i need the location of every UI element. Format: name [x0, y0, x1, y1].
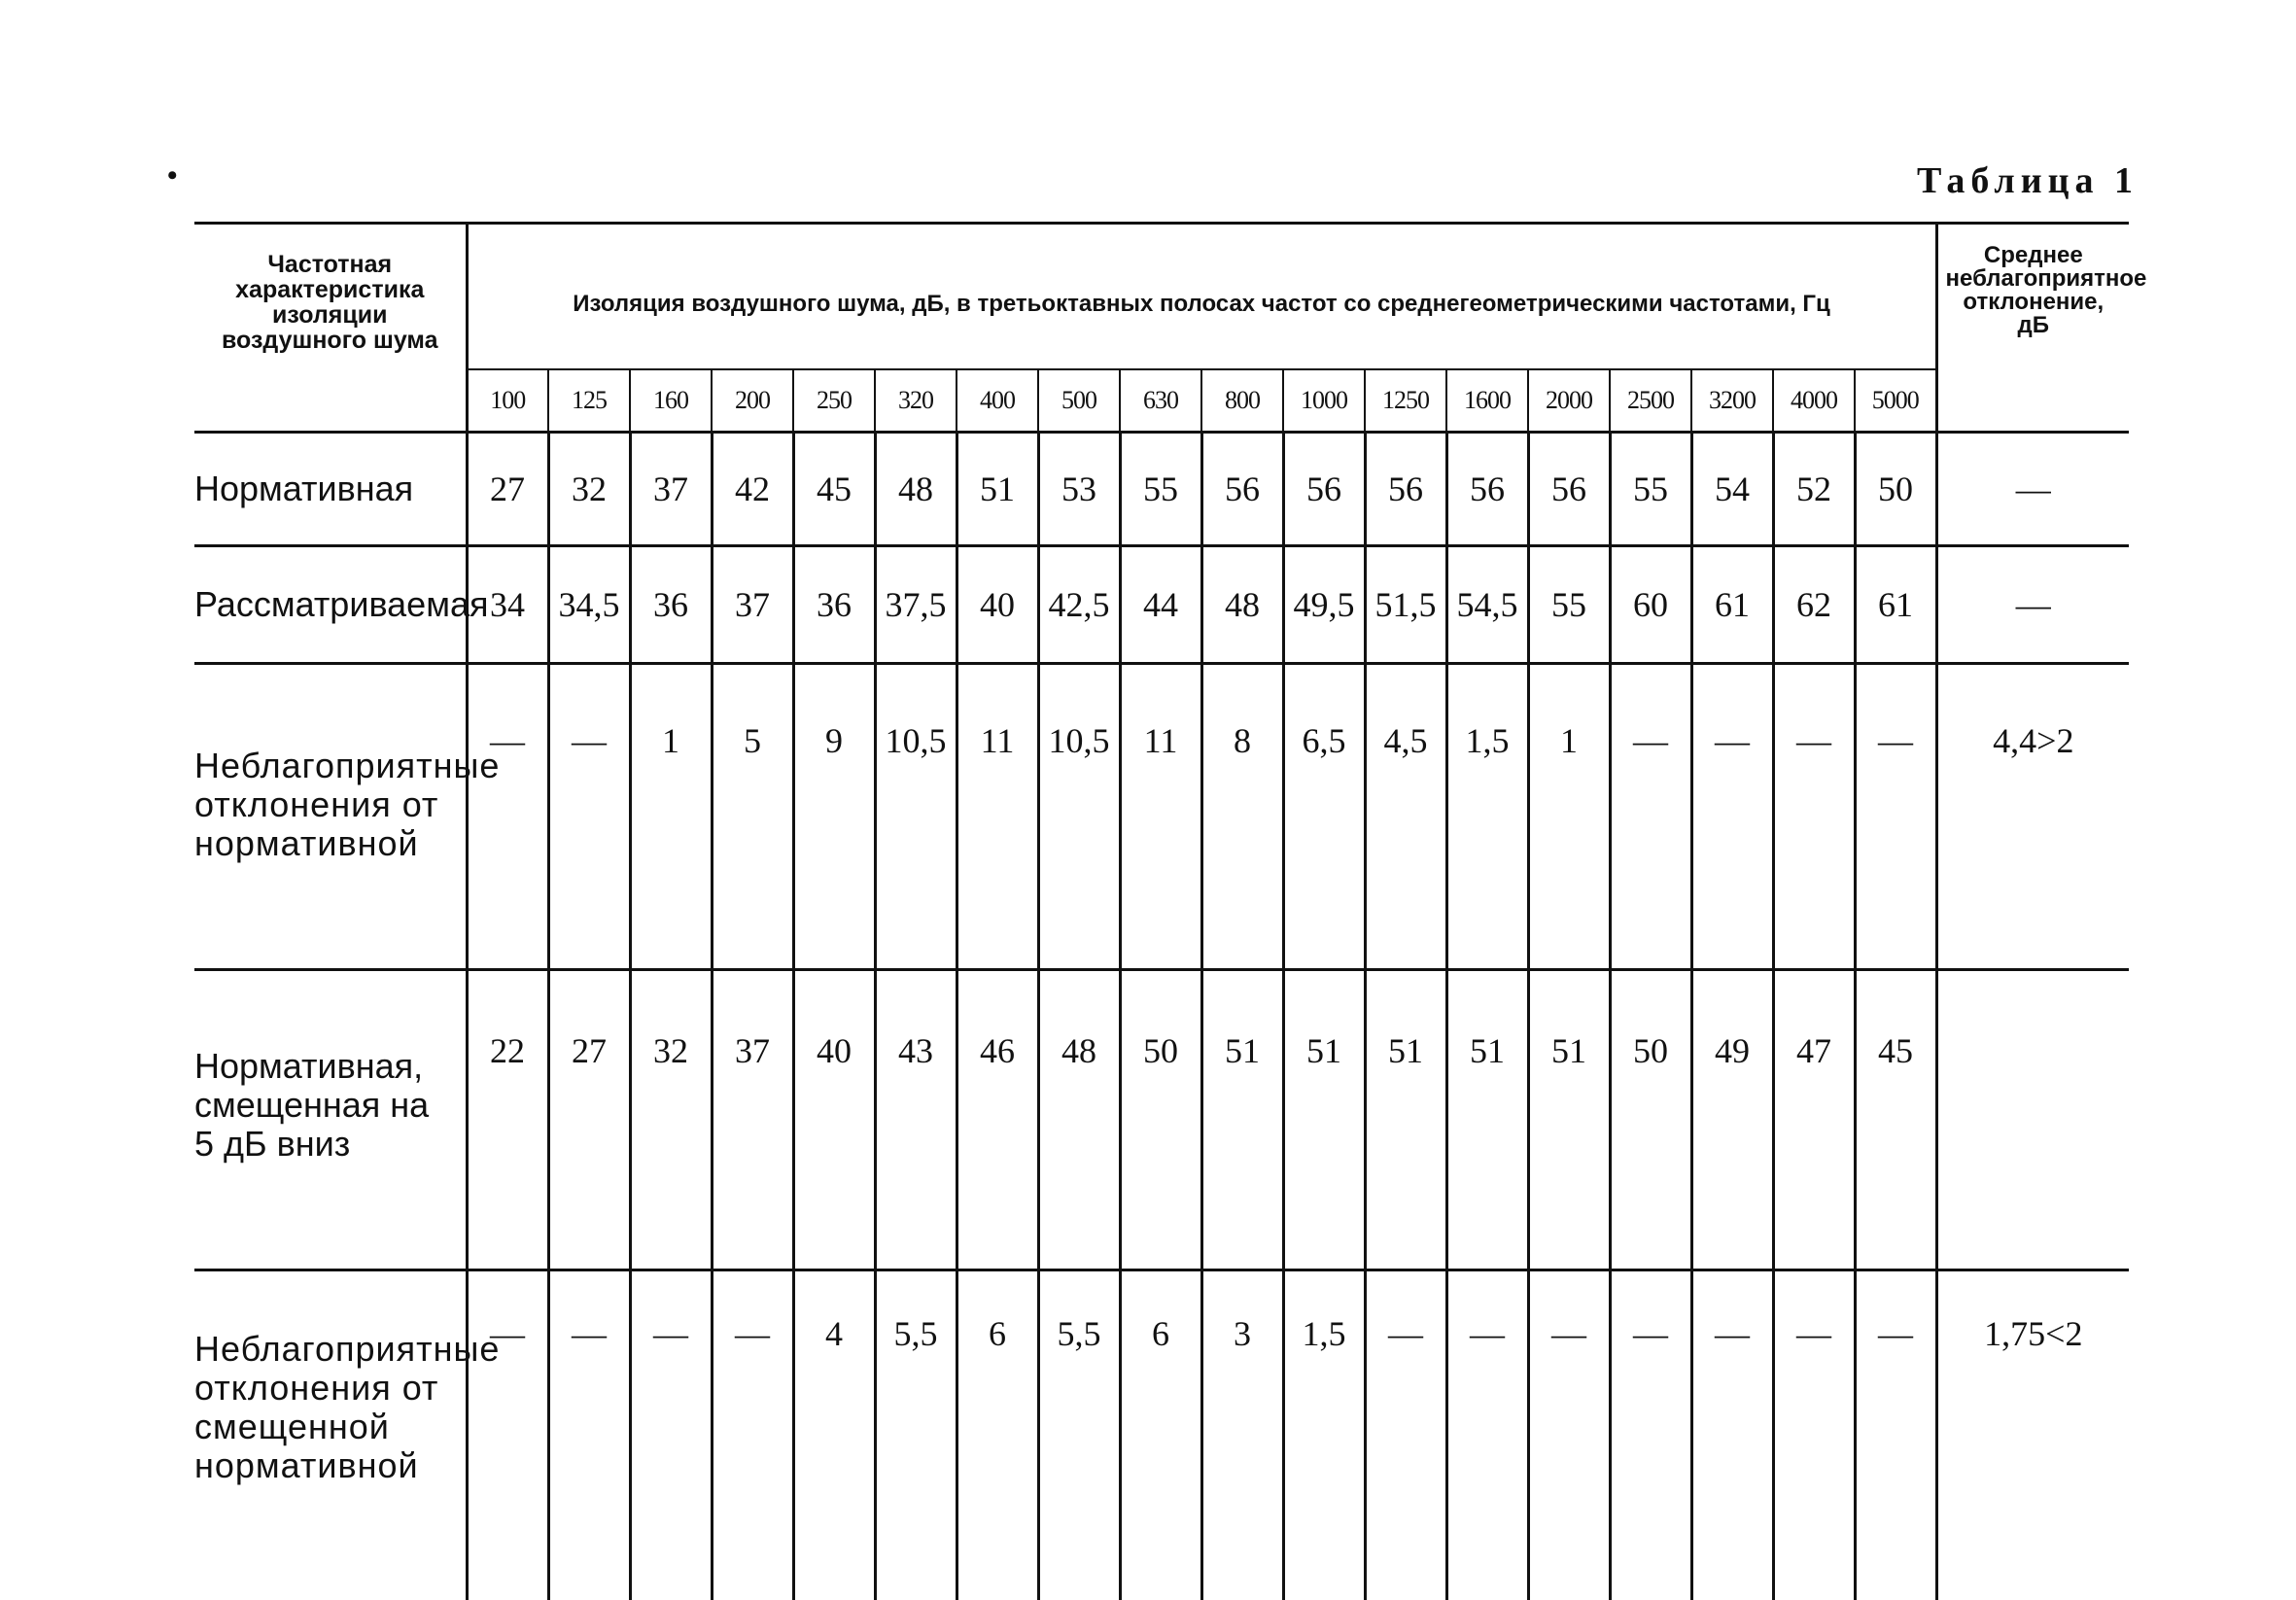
value-cell: 5,5 [1038, 1270, 1120, 1600]
value-cell: 9 [793, 664, 875, 970]
average-deviation-cell: — [1936, 546, 2129, 664]
row-label: Рассматриваемая [194, 546, 467, 664]
value-cell: 32 [630, 970, 712, 1270]
value-cell: 42,5 [1038, 546, 1120, 664]
value-cell: 51 [1446, 970, 1528, 1270]
value-cell: — [1528, 1270, 1610, 1600]
value-cell: 46 [957, 970, 1038, 1270]
value-cell: 61 [1691, 546, 1773, 664]
value-cell: 10,5 [1038, 664, 1120, 970]
value-cell: — [467, 1270, 548, 1600]
value-cell: 36 [793, 546, 875, 664]
value-cell: 51 [1528, 970, 1610, 1270]
value-cell: 6 [957, 1270, 1038, 1600]
value-cell: 56 [1201, 433, 1283, 546]
value-cell: 53 [1038, 433, 1120, 546]
value-cell: 51 [1201, 970, 1283, 1270]
frequency-header: 125 [548, 369, 630, 433]
table-row [194, 970, 2129, 1270]
page-mark: • [167, 161, 178, 191]
value-cell: 54,5 [1446, 546, 1528, 664]
value-cell: 22 [467, 970, 548, 1270]
value-cell: — [467, 664, 548, 970]
value-cell: 37 [630, 433, 712, 546]
value-cell: 37 [712, 970, 793, 1270]
frequency-header: 200 [712, 369, 793, 433]
table-row [194, 1270, 2129, 1600]
value-cell: — [1691, 664, 1773, 970]
frequency-header: 5000 [1855, 369, 1936, 433]
value-cell: 1,5 [1446, 664, 1528, 970]
value-cell: 56 [1446, 433, 1528, 546]
average-deviation-cell: 1,75<2 [1936, 1270, 2129, 1600]
row-label: Неблагоприятные отклонения от смещенной нормативной [194, 1270, 467, 1600]
row-label: Неблагоприятные отклонения от нормативной [194, 664, 467, 970]
value-cell: 40 [957, 546, 1038, 664]
value-cell: 51 [957, 433, 1038, 546]
value-cell: 11 [1120, 664, 1201, 970]
table-body [194, 433, 2129, 1600]
value-cell: 8 [1201, 664, 1283, 970]
value-cell: 1,5 [1283, 1270, 1365, 1600]
value-cell: — [630, 1270, 712, 1600]
value-cell: 48 [1038, 970, 1120, 1270]
value-cell: 37 [712, 546, 793, 664]
frequency-header: 1250 [1365, 369, 1446, 433]
value-cell: 6,5 [1283, 664, 1365, 970]
value-cell: 43 [875, 970, 957, 1270]
average-deviation-cell: — [1936, 433, 2129, 546]
value-cell: 50 [1610, 970, 1691, 1270]
value-cell: — [1773, 1270, 1855, 1600]
value-cell: 5,5 [875, 1270, 957, 1600]
value-cell: 27 [548, 970, 630, 1270]
value-cell: — [1773, 664, 1855, 970]
table-container [194, 222, 2129, 1600]
value-cell: — [1855, 664, 1936, 970]
value-cell: 50 [1120, 970, 1201, 1270]
value-cell: 56 [1365, 433, 1446, 546]
value-cell: 3 [1201, 1270, 1283, 1600]
value-cell: — [548, 1270, 630, 1600]
value-cell: 54 [1691, 433, 1773, 546]
value-cell: — [548, 664, 630, 970]
row-label: Нормативная, смещенная на 5 дБ вниз [194, 970, 467, 1270]
frequency-header: 630 [1120, 369, 1201, 433]
value-cell: 60 [1610, 546, 1691, 664]
value-cell: — [712, 1270, 793, 1600]
value-cell: 55 [1120, 433, 1201, 546]
frequency-header: 1000 [1283, 369, 1365, 433]
header-characteristic: Частотная характеристика изоляции воздушного шума [194, 224, 467, 433]
value-cell: — [1365, 1270, 1446, 1600]
frequency-header: 800 [1201, 369, 1283, 433]
value-cell: — [1446, 1270, 1528, 1600]
value-cell: 27 [467, 433, 548, 546]
value-cell: 10,5 [875, 664, 957, 970]
value-cell: 55 [1528, 546, 1610, 664]
frequency-header: 250 [793, 369, 875, 433]
average-deviation-cell [1936, 970, 2129, 1270]
value-cell: 50 [1855, 433, 1936, 546]
value-cell: 1 [630, 664, 712, 970]
value-cell: 56 [1528, 433, 1610, 546]
value-cell: 36 [630, 546, 712, 664]
noise-insulation-table [194, 222, 2129, 1600]
value-cell: 61 [1855, 546, 1936, 664]
value-cell: 45 [1855, 970, 1936, 1270]
frequency-header: 160 [630, 369, 712, 433]
frequency-header: 2500 [1610, 369, 1691, 433]
value-cell: 4,5 [1365, 664, 1446, 970]
frequency-header: 4000 [1773, 369, 1855, 433]
value-cell: 37,5 [875, 546, 957, 664]
value-cell: 48 [1201, 546, 1283, 664]
frequency-header: 500 [1038, 369, 1120, 433]
value-cell: 34,5 [548, 546, 630, 664]
table-caption: Таблица 1 [1917, 159, 2139, 202]
value-cell: 51,5 [1365, 546, 1446, 664]
header-row-top [194, 224, 2129, 370]
value-cell: — [1610, 1270, 1691, 1600]
value-cell: 51 [1365, 970, 1446, 1270]
table-row [194, 433, 2129, 546]
value-cell: 5 [712, 664, 793, 970]
value-cell: 42 [712, 433, 793, 546]
value-cell: 44 [1120, 546, 1201, 664]
value-cell: 51 [1283, 970, 1365, 1270]
frequency-header: 2000 [1528, 369, 1610, 433]
header-frequency-row [194, 369, 2129, 433]
value-cell: 32 [548, 433, 630, 546]
header-frequency-group: Изоляция воздушного шума, дБ, в третьоктавных полосах частот со среднегеометрическими частотами, Гц [467, 224, 1936, 370]
value-cell: — [1691, 1270, 1773, 1600]
value-cell: 40 [793, 970, 875, 1270]
row-label: Нормативная [194, 433, 467, 546]
value-cell: 1 [1528, 664, 1610, 970]
value-cell: 4 [793, 1270, 875, 1600]
table-header [194, 224, 2129, 433]
value-cell: 48 [875, 433, 957, 546]
frequency-header: 320 [875, 369, 957, 433]
value-cell: 34 [467, 546, 548, 664]
value-cell: 52 [1773, 433, 1855, 546]
average-deviation-cell: 4,4>2 [1936, 664, 2129, 970]
value-cell: 49,5 [1283, 546, 1365, 664]
frequency-header: 1600 [1446, 369, 1528, 433]
value-cell: 62 [1773, 546, 1855, 664]
table-row [194, 546, 2129, 664]
value-cell: 11 [957, 664, 1038, 970]
frequency-header: 400 [957, 369, 1038, 433]
header-average-deviation: Среднее неблагоприятное отклонение, дБ [1936, 224, 2129, 433]
frequency-header: 3200 [1691, 369, 1773, 433]
value-cell: 55 [1610, 433, 1691, 546]
value-cell: — [1610, 664, 1691, 970]
frequency-header: 100 [467, 369, 548, 433]
value-cell: 45 [793, 433, 875, 546]
value-cell: 56 [1283, 433, 1365, 546]
value-cell: 49 [1691, 970, 1773, 1270]
value-cell: 47 [1773, 970, 1855, 1270]
value-cell: 6 [1120, 1270, 1201, 1600]
value-cell: — [1855, 1270, 1936, 1600]
table-row [194, 664, 2129, 970]
